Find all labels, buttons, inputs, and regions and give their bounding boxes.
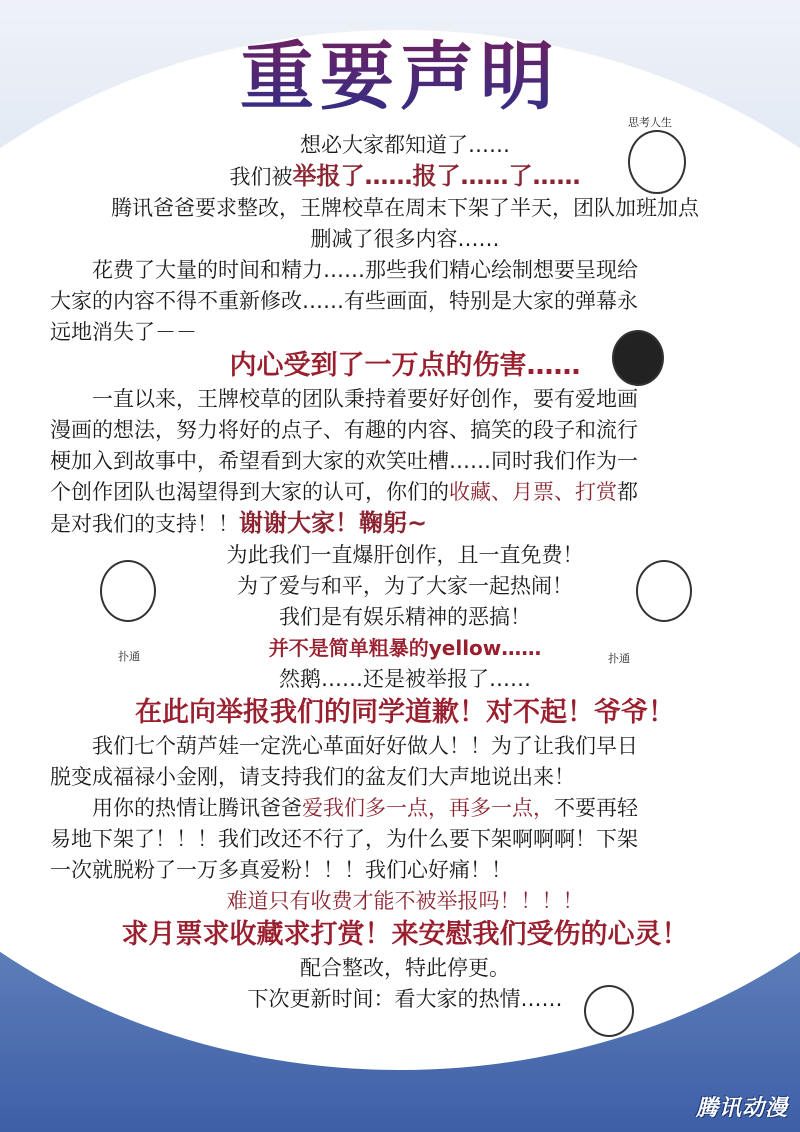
text-line: 为了爱与和平，为了大家一起热闹！ (237, 574, 573, 598)
text-line: 我们被举报了……报了……了…… (229, 162, 581, 190)
text-line: 漫画的想法，努力将好的点子、有趣的内容、搞笑的段子和流行 (50, 418, 638, 442)
text-line: 大家的内容不得不重新修改……有些画面，特别是大家的弹幕永 (50, 289, 638, 313)
plop-right-caption: 扑通 (608, 652, 630, 665)
text-line: 下次更新时间：看大家的热情…… (247, 987, 563, 1011)
text-line: 删减了很多内容…… (310, 227, 500, 251)
text-line: 是对我们的支持！！谢谢大家！鞠躬~ (50, 509, 428, 537)
text-line: 花费了大量的时间和精力……那些我们精心绘制想要呈现给 (92, 258, 638, 282)
thinker-caption: 思考人生 (628, 116, 672, 129)
highlight-line: 在此向举报我们的同学道歉！对不起！爷爷！ (135, 697, 675, 728)
text-line: 想必大家都知道了…… (300, 133, 510, 157)
text-line: 远地消失了－－ (50, 320, 197, 344)
highlight-line: 内心受到了一万点的伤害…… (229, 350, 581, 381)
highlight-line: 并不是简单粗暴的yellow…… (268, 636, 542, 660)
highlight-line: 求月票求收藏求打赏！来安慰我们受伤的心灵！ (121, 919, 689, 950)
text-line: 个创作团队也渴望得到大家的认可，你们的收藏、月票、打赏都 (50, 480, 638, 504)
text-line: 脱变成福禄小金刚，请支持我们的盆友们大声地说出来！ (50, 765, 575, 789)
page-title: 重要声明 (0, 18, 800, 124)
text-line: 腾讯爸爸要求整改，王牌校草在周末下架了半天，团队加班加点 (111, 196, 699, 220)
text-line: 一次就脱粉了一万多真爱粉！！！我们心好痛！！ (50, 858, 512, 882)
text-line: 易地下架了！！！我们改还不行了，为什么要下架啊啊啊！下架 (50, 827, 638, 851)
text-line: 我们是有娱乐精神的恶搞！ (279, 605, 531, 629)
text-line: 一直以来，王牌校草的团队秉持着要好好创作，要有爱地画 (92, 387, 638, 411)
text-line: 配合整改，特此停更。 (300, 956, 510, 980)
text-line: 我们七个葫芦娃一定洗心革面好好做人！！为了让我们早日 (92, 734, 638, 758)
plop-left-caption: 扑通 (118, 650, 140, 663)
highlight-line: 难道只有收费才能不被举报吗！！！！ (226, 889, 584, 913)
announcement-body (50, 130, 760, 1015)
text-line: 梗加入到故事中，希望看到大家的欢笑吐槽……同时我们作为一 (50, 449, 638, 473)
tencent-comics-logo: 腾讯动漫 (695, 1096, 788, 1121)
text-line: 用你的热情让腾讯爸爸爱我们多一点，再多一点，不要再轻 (92, 796, 638, 820)
text-line: 为此我们一直爆肝创作，且一直免费！ (226, 543, 584, 567)
text-line: 然鹅……还是被举报了…… (279, 667, 531, 691)
